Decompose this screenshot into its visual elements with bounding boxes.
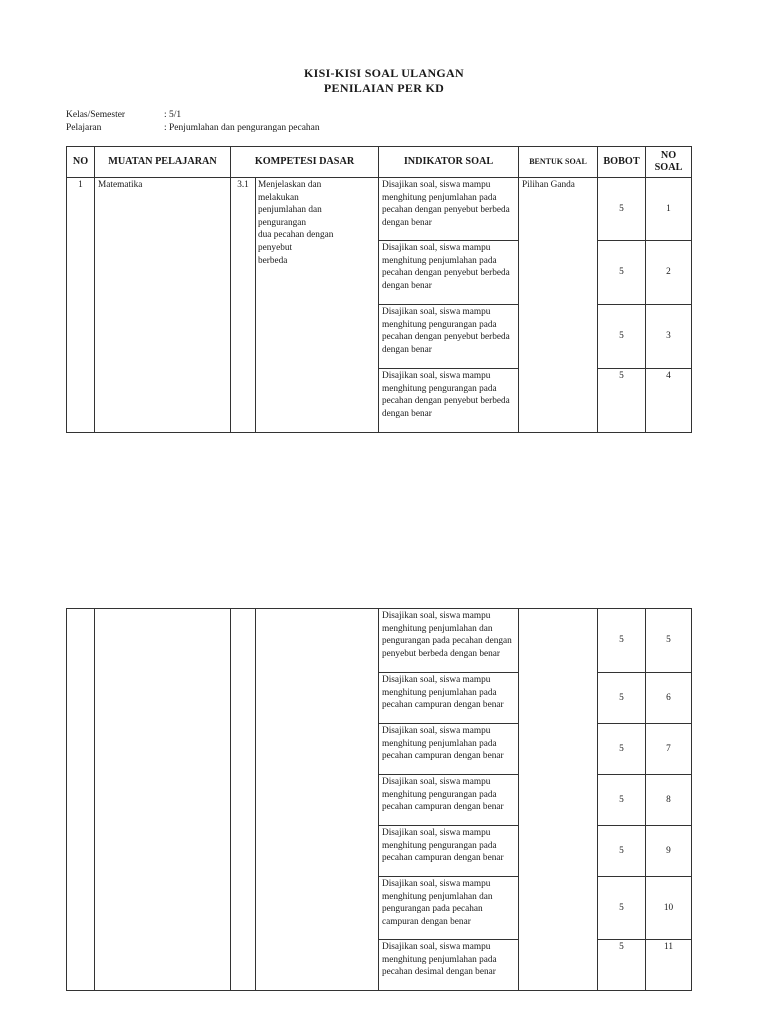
bobot-cell: 5 [598,609,646,673]
document-title-line2: PENILAIAN PER KD [323,81,445,95]
meta-pelajaran [66,123,320,133]
bobot-cell: 5 [598,940,646,991]
document-title-line1: KISI-KISI SOAL ULANGAN [304,66,464,80]
table-header-row [67,147,692,178]
indikator-cell: Disajikan soal, siswa mampu menghitung pengurangan pada pecahan dengan penyebut berbeda dengan benar [379,369,519,433]
no-soal-cell: 3 [646,305,692,369]
row-no-empty [67,609,95,991]
header-bentuk: BENTUK SOAL [519,147,598,178]
kd-line: berbeda [258,255,288,266]
indikator-cell: Disajikan soal, siswa mampu menghitung pengurangan pada pecahan dengan penyebut berbeda dengan benar [379,305,519,369]
indikator-cell: Disajikan soal, siswa mampu menghitung pengurangan pada pecahan campuran dengan benar [379,775,519,826]
kisi-kisi-table-page2 [66,608,692,991]
bobot-cell: 5 [598,775,646,826]
table-row [67,609,692,673]
kd-line: dua pecahan dengan [258,230,334,241]
indikator-cell: Disajikan soal, siswa mampu menghitung pengurangan pada pecahan campuran dengan benar [379,826,519,877]
bobot-cell: 5 [598,673,646,724]
indikator-cell: Disajikan soal, siswa mampu menghitung penjumlahan dan pengurangan pada pecahan dengan penyebut berbeda dengan benar [379,609,519,673]
no-soal-cell: 10 [646,877,692,940]
meta-kelas [66,110,181,120]
kd-no-empty [231,609,256,991]
kd-line: penjumlahan dan [258,205,322,216]
bobot-cell: 5 [598,826,646,877]
bobot-cell: 5 [598,369,646,433]
table-row [67,178,692,241]
bobot-cell: 5 [598,178,646,241]
no-soal-cell: 8 [646,775,692,826]
kd-no: 3.1 [231,178,256,433]
pelajaran-label: Pelajaran [66,123,102,133]
header-kompetensi: KOMPETESI DASAR [231,147,379,178]
header-no: NO [67,147,95,178]
header-no-soal: NO SOAL [646,147,692,178]
kelas-label: Kelas/Semester [66,110,126,120]
no-soal-cell: 6 [646,673,692,724]
bentuk-cell: Pilihan Ganda [519,178,598,433]
no-soal-cell: 9 [646,826,692,877]
bobot-cell: 5 [598,724,646,775]
kd-line: melakukan [258,192,299,203]
pelajaran-value: : Penjumlahan dan pengurangan pecahan [164,123,320,133]
kd-line: penyebut [258,242,293,253]
bobot-cell: 5 [598,305,646,369]
kd-line: pengurangan [258,217,307,228]
kd-line: Menjelaskan dan [258,180,322,190]
no-soal-cell: 5 [646,609,692,673]
row-no: 1 [67,178,95,433]
indikator-cell: Disajikan soal, siswa mampu menghitung penjumlahan pada pecahan dengan penyebut berbeda dengan benar [379,178,519,241]
kisi-kisi-table-page1 [66,146,692,433]
no-soal-cell: 7 [646,724,692,775]
no-soal-cell: 1 [646,178,692,241]
indikator-cell: Disajikan soal, siswa mampu menghitung penjumlahan pada pecahan campuran dengan benar [379,724,519,775]
no-soal-cell: 4 [646,369,692,433]
kelas-value: : 5/1 [164,110,182,120]
bobot-cell: 5 [598,241,646,305]
header-muatan: MUATAN PELAJARAN [95,147,231,178]
indikator-cell: Disajikan soal, siswa mampu menghitung penjumlahan pada pecahan desimal dengan benar [379,940,519,991]
bentuk-empty [519,609,598,991]
indikator-cell: Disajikan soal, siswa mampu menghitung penjumlahan dan pengurangan pada pecahan campuran dengan benar [379,877,519,940]
bobot-cell: 5 [598,877,646,940]
indikator-cell: Disajikan soal, siswa mampu menghitung penjumlahan pada pecahan campuran dengan benar [379,673,519,724]
no-soal-cell: 11 [646,940,692,991]
header-bobot: BOBOT [598,147,646,178]
no-soal-cell: 2 [646,241,692,305]
header-indikator: INDIKATOR SOAL [379,147,519,178]
kd-text-empty [256,609,379,991]
indikator-cell: Disajikan soal, siswa mampu menghitung penjumlahan pada pecahan dengan penyebut berbeda dengan benar [379,241,519,305]
muatan-empty [95,609,231,991]
muatan-cell: Matematika [95,178,231,433]
kd-text [256,178,379,433]
